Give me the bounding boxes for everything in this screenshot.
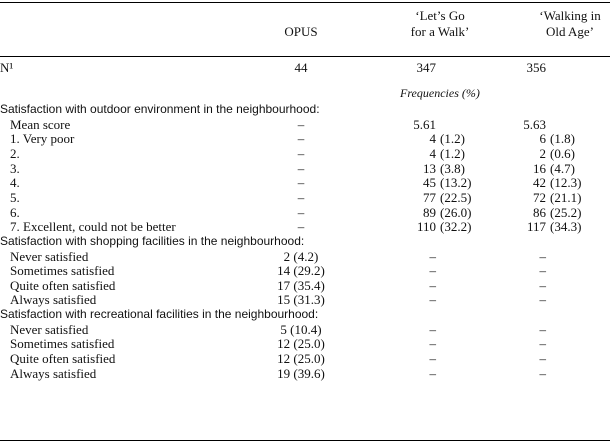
row-label: Quite often satisfied [10,277,116,293]
row-label: Sometimes satisfied [10,263,115,279]
row-label: Never satisfied [10,248,89,264]
opus-value: 12 (25.0) [277,336,325,352]
lets-go-percent: (26.0) [440,204,472,220]
walking-count: 72 [533,189,546,205]
row-label: Mean score [10,116,71,132]
lets-go-count: – [429,336,436,352]
lets-go-count: 13 [423,160,436,176]
table-row [0,249,610,264]
walking-count: – [539,351,546,367]
section-header [0,102,610,117]
frequencies-label: Frequencies (%) [400,86,480,100]
table-bottom-rule [0,440,610,441]
lets-go-count: – [429,351,436,367]
opus-value: – [297,219,305,235]
header-rule [0,56,610,57]
n-row [0,60,610,75]
lets-go-percent: (22.5) [440,189,472,205]
table-row [0,351,610,366]
table-top-rule [0,2,610,3]
lets-go-percent: (3.8) [440,160,465,176]
walking-count: – [539,365,546,381]
walking-count: – [539,277,546,293]
walking-count: 6 [539,131,546,147]
walking-count: 86 [533,204,546,220]
row-label: Always satisfied [10,292,97,308]
table-row [0,161,610,176]
lets-go-count: 4 [429,131,436,147]
table-row [0,336,610,351]
table-row [0,322,610,337]
lets-go-count: – [429,277,436,293]
walking-count: – [539,292,546,308]
n-label: N¹ [0,60,14,75]
table-row [0,131,610,146]
walking-percent: (0.6) [550,145,575,161]
row-label: 6. [10,204,20,220]
table-row [0,278,610,293]
lets-go-count: – [429,365,436,381]
row-label: 2. [10,145,20,161]
walking-count: – [539,248,546,264]
row-label: 1. Very poor [10,131,75,147]
table-row [0,366,610,381]
opus-value: – [297,131,305,147]
lets-go-count: 4 [429,145,436,161]
column-header-opus: OPUS [284,24,318,39]
walking-percent: (4.7) [550,160,575,176]
walking-percent: (12.3) [550,175,582,191]
row-label: 3. [10,160,20,176]
walking-count: – [539,321,546,337]
section-title: Satisfaction with shopping facilities in the neighbourhood: [0,233,305,248]
table-row [0,219,610,234]
opus-value: – [297,160,305,176]
table-row [0,190,610,205]
row-label: Never satisfied [10,321,89,337]
table-row [0,263,610,278]
opus-value: 5 (10.4) [280,321,322,337]
walking-percent: (34.3) [550,219,582,235]
opus-value: – [297,175,305,191]
walking-count: – [539,263,546,279]
column-header-lets-go-for-a-walk: ‘Let’s Go for a Walk’ [410,8,470,39]
walking-percent: (1.8) [550,131,575,147]
lets-go-percent: (13.2) [440,175,472,191]
column-header-walking-in-old-age: ‘Walking in Old Age’ [539,8,601,39]
opus-value: – [297,204,305,220]
walking-percent: (25.2) [550,204,582,220]
lets-go-count: – [429,321,436,337]
section-header [0,307,610,322]
walking-percent: (21.1) [550,189,582,205]
opus-value: 2 (4.2) [283,248,319,264]
walking-count: – [539,336,546,352]
n-opus: 44 [294,60,308,75]
table-row [0,292,610,307]
lets-go-count: 5.61 [413,116,436,132]
opus-value: – [297,116,305,132]
opus-value: – [297,189,305,205]
walking-count: 117 [526,219,546,235]
opus-value: 15 (31.3) [277,292,325,308]
row-label: 5. [10,189,20,205]
lets-go-count: 45 [423,175,436,191]
lets-go-count: – [429,248,436,264]
n-walking: 356 [526,60,546,75]
opus-value: 14 (29.2) [277,263,325,279]
opus-value: 19 (39.6) [277,365,325,381]
table-row [0,146,610,161]
lets-go-percent: (32.2) [440,219,472,235]
section-title: Satisfaction with recreational facilities in the neighbourhood: [0,307,319,322]
table-row [0,205,610,220]
section-title: Satisfaction with outdoor environment in the neighbourhood: [0,102,320,116]
lets-go-count: 77 [423,189,436,205]
lets-go-percent: (1.2) [440,145,465,161]
table-row [0,117,610,132]
walking-count: 16 [533,160,546,176]
lets-go-count: – [429,263,436,279]
lets-go-count: – [429,292,436,308]
n-lets-go: 347 [416,60,436,75]
row-label: 7. Excellent, could not be better [10,219,176,235]
walking-count: 5.63 [523,116,546,132]
table-row [0,175,610,190]
lets-go-count: 110 [416,219,436,235]
opus-value: – [297,145,305,161]
row-label: Sometimes satisfied [10,336,115,352]
opus-value: 17 (35.4) [277,277,325,293]
row-label: Quite often satisfied [10,351,116,367]
row-label: 4. [10,175,20,191]
row-label: Always satisfied [10,365,97,381]
opus-value: 12 (25.0) [277,351,325,367]
lets-go-percent: (1.2) [440,131,465,147]
walking-count: 42 [533,175,546,191]
walking-count: 2 [539,145,546,161]
lets-go-count: 89 [423,204,436,220]
section-header [0,234,610,249]
